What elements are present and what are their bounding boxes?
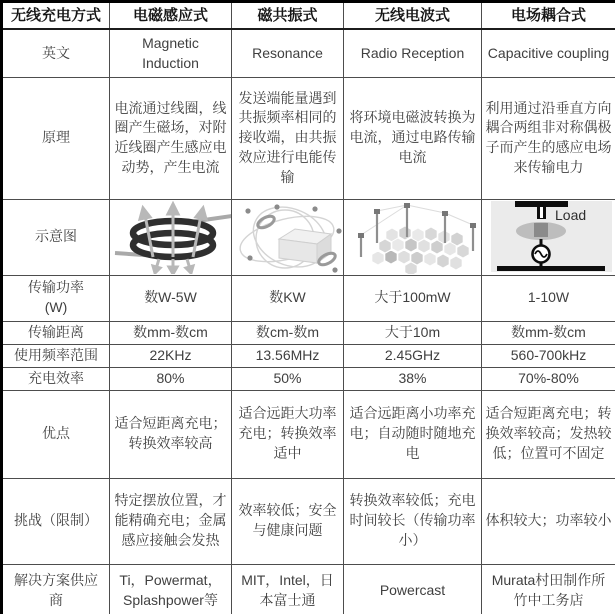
row-frequency xyxy=(2,344,615,367)
header-capacitive: 电场耦合式 xyxy=(482,2,615,30)
header-resonance: 磁共振式 xyxy=(232,2,344,30)
cell-vendors-resonance: MIT，Intel，日本富士通 xyxy=(232,564,344,614)
header-radio: 无线电波式 xyxy=(344,2,482,30)
row-challenges xyxy=(2,478,615,564)
cell-advantages-capacitive: 适合短距离充电；转换效率较高；发热较低；位置可不固定 xyxy=(482,390,615,478)
cell-english-capacitive: Capacitive coupling xyxy=(482,29,615,77)
cell-challenges-resonance: 效率较低；安全与健康问题 xyxy=(232,478,344,564)
row-label-power xyxy=(2,275,110,321)
power-label: 传输功率 xyxy=(28,279,84,296)
cell-power-resonance: 数KW xyxy=(232,275,344,321)
row-diagram xyxy=(2,199,615,275)
cell-frequency-radio: 2.45GHz xyxy=(344,344,482,367)
header-row xyxy=(2,2,615,30)
row-advantages xyxy=(2,390,615,478)
cell-english-induction: Magnetic Induction xyxy=(110,29,232,77)
resonance-sketch-diagram xyxy=(235,201,344,274)
cell-advantages-induction: 适合短距离充电；转换效率较高 xyxy=(110,390,232,478)
cell-challenges-induction: 特定摆放位置，才能精确充电；金属感应接触会发热 xyxy=(110,478,232,564)
cell-diagram-induction xyxy=(110,199,232,275)
row-vendors xyxy=(2,564,615,614)
cell-vendors-radio: Powercast xyxy=(344,564,482,614)
cell-challenges-radio: 转换效率较低；充电时间较长（传输功率小） xyxy=(344,478,482,564)
cell-challenges-capacitive: 体积较大；功率较小 xyxy=(482,478,615,564)
row-label-diagram: 示意图 xyxy=(2,199,110,275)
cell-frequency-induction: 22KHz xyxy=(110,344,232,367)
cell-power-radio: 大于100mW xyxy=(344,275,482,321)
cell-efficiency-resonance: 50% xyxy=(232,367,344,390)
cell-diagram-resonance xyxy=(232,199,344,275)
cell-advantages-resonance: 适合远距大功率充电；转换效率适中 xyxy=(232,390,344,478)
cell-vendors-capacitive: Murata村田制作所竹中工务店 xyxy=(482,564,615,614)
cell-distance-capacitive: 数mm-数cm xyxy=(482,321,615,344)
row-label-advantages: 优点 xyxy=(2,390,110,478)
cell-frequency-capacitive: 560-700kHz xyxy=(482,344,615,367)
header-method: 无线充电方式 xyxy=(2,2,110,30)
row-english xyxy=(2,29,615,77)
cell-principle-capacitive: 利用通过沿垂直方向耦合两组非对称偶极子而产生的感应电场来传输电力 xyxy=(482,77,615,199)
row-principle xyxy=(2,77,615,199)
cell-efficiency-capacitive: 70%-80% xyxy=(482,367,615,390)
cell-efficiency-induction: 80% xyxy=(110,367,232,390)
cell-principle-radio: 将环境电磁波转换为电流，通过电路传输电流 xyxy=(344,77,482,199)
cell-principle-resonance: 发送端能量遇到共振频率相同的接收端，由共振效应进行电能传输 xyxy=(232,77,344,199)
cell-distance-radio: 大于10m xyxy=(344,321,482,344)
cell-vendors-induction: Ti，Powermat，Splashpower等 xyxy=(110,564,232,614)
cell-principle-induction: 电流通过线圈，线圈产生磁场，对附近线圈产生感应电动势，产生电流 xyxy=(110,77,232,199)
row-distance xyxy=(2,321,615,344)
induction-coil-diagram xyxy=(113,201,232,274)
load-label: Load xyxy=(555,206,587,223)
row-label-distance: 传输距离 xyxy=(2,321,110,344)
row-label-english: 英文 xyxy=(2,29,110,77)
cell-advantages-radio: 适合远距离小功率充电；自动随时随地充电 xyxy=(344,390,482,478)
row-label-vendors xyxy=(2,564,110,614)
cell-diagram-radio xyxy=(344,199,482,275)
power-unit: (W) xyxy=(44,299,68,316)
cell-power-induction: 数W-5W xyxy=(110,275,232,321)
cell-frequency-resonance: 13.56MHz xyxy=(232,344,344,367)
header-induction: 电磁感应式 xyxy=(110,2,232,30)
row-power xyxy=(2,275,615,321)
cell-power-capacitive: 1-10W xyxy=(482,275,615,321)
cell-diagram-capacitive xyxy=(482,199,615,275)
row-label-frequency: 使用频率范围 xyxy=(2,344,110,367)
vendors-label: 解决方案供应商 xyxy=(14,572,98,609)
cell-distance-resonance: 数cm-数m xyxy=(232,321,344,344)
row-efficiency xyxy=(2,367,615,390)
cell-english-resonance: Resonance xyxy=(232,29,344,77)
row-label-principle: 原理 xyxy=(2,77,110,199)
row-label-challenges: 挑战（限制） xyxy=(2,478,110,564)
cell-english-radio: Radio Reception xyxy=(344,29,482,77)
cell-distance-induction: 数mm-数cm xyxy=(110,321,232,344)
row-label-efficiency: 充电效率 xyxy=(2,367,110,390)
capacitive-coupling-circuit-diagram xyxy=(485,201,615,274)
cell-efficiency-radio: 38% xyxy=(344,367,482,390)
radio-wave-field-diagram xyxy=(347,201,482,274)
